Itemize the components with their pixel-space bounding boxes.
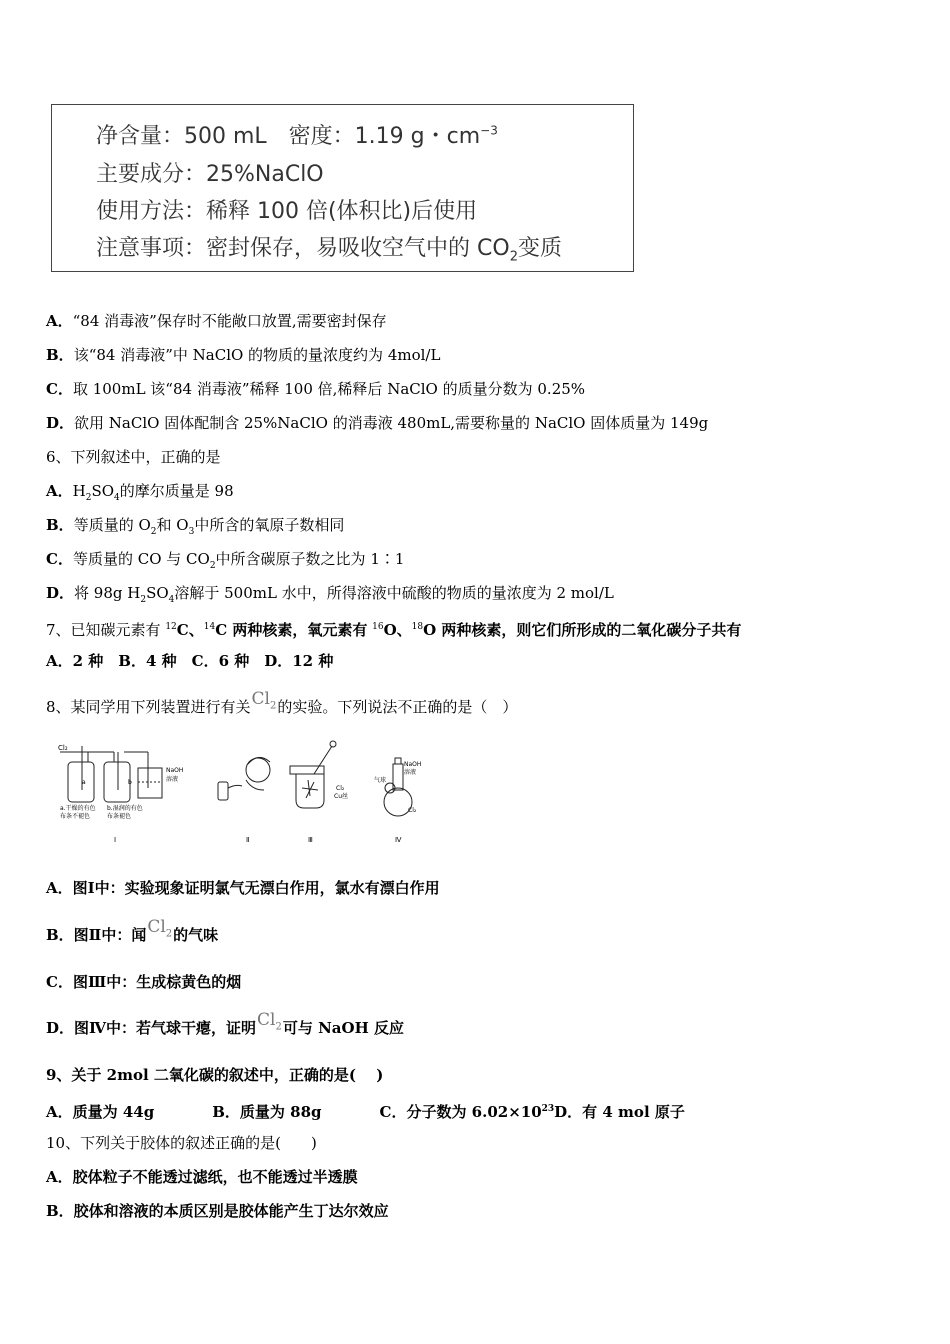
fig-cl2-flask: Cl₂ bbox=[408, 807, 417, 814]
q5-option-c: C．取 100mL 该“84 消毒液”稀释 100 倍,稀释后 NaClO 的质量分数为 0.25% bbox=[46, 380, 586, 398]
q9-option-b: B．质量为 88g bbox=[212, 1103, 322, 1121]
label-main-component: 主要成分：25%NaClO bbox=[96, 162, 324, 187]
fig-naoh-sol-2: 溶液 bbox=[404, 769, 417, 776]
fig-caption-b1: b.湿润的有色 bbox=[107, 805, 143, 812]
q5-option-d: D．欲用 NaClO 固体配制含 25%NaClO 的消毒液 480mL,需要称量的 NaClO 固体质量为 149g bbox=[46, 414, 709, 432]
fig-caption-a2: 布条不褪色 bbox=[60, 813, 91, 820]
fig-cl2-jar: Cl₂ bbox=[336, 785, 345, 792]
q6-option-c: C．等质量的 CO 与 $CO_2$中所含碳原子数之比为 1∶1 bbox=[46, 550, 405, 571]
product-label-box bbox=[51, 104, 634, 272]
q5-option-a: A．“84 消毒液”保存时不能敞口放置,需要密封保存 bbox=[46, 312, 387, 330]
q7-stem: 7、已知碳元素有 $^{12}$C、$^{14}$C 两种核素，氧元素有 $^{16}$O、$^{18}$O 两种核素，则它们所形成的二氧化碳分子共有 bbox=[46, 621, 742, 639]
label-net-content: 净含量：500 mL 密度：1.19 g・$cm^{-3}$ bbox=[96, 123, 498, 149]
apparatus-ii bbox=[218, 757, 270, 800]
fig-label-a: a bbox=[82, 779, 86, 786]
fig-balloon: 气球 bbox=[374, 777, 387, 784]
q9-option-c: C．分子数为 $6.02\times 10^{23}$ bbox=[379, 1103, 555, 1121]
fig-roman-ii: Ⅱ bbox=[246, 836, 250, 844]
q8-stem: 8、某同学用下列装置进行有关$Cl_2$的实验。下列说法不正确的是（ ） bbox=[46, 689, 518, 716]
q8-option-c: C．图Ⅲ中：生成棕黄色的烟 bbox=[46, 973, 242, 991]
q9-options bbox=[46, 1099, 685, 1122]
q5-option-b: B．该“84 消毒液”中 NaClO 的物质的量浓度约为 4mol/L bbox=[46, 346, 441, 364]
fig-roman-iv: Ⅳ bbox=[395, 836, 402, 844]
q6-option-a: A．$H_2SO_4$的摩尔质量是 98 bbox=[46, 482, 234, 503]
fig-cl2-inlet: Cl₂ bbox=[58, 744, 68, 752]
q6-stem: 6、下列叙述中，正确的是 bbox=[46, 448, 221, 466]
q6-option-d: D．将 98g $H_2SO_4$溶解于 500mL 水中，所得溶液中硫酸的物质的量浓度为 2 mol/L bbox=[46, 584, 614, 605]
q9-option-d: D．有 4 mol 原子 bbox=[554, 1103, 685, 1121]
fig-naoh: NaOH bbox=[166, 767, 184, 774]
apparatus-i bbox=[60, 746, 162, 802]
q8-option-d: D．图Ⅳ中：若气球干瘪，证明$Cl_2$可与 NaOH 反应 bbox=[46, 1010, 404, 1037]
fig-caption-a1: a.干燥的有色 bbox=[60, 805, 96, 812]
fig-label-b: b bbox=[128, 779, 132, 786]
fig-caption-b2: 布条褪色 bbox=[107, 813, 132, 820]
label-notes: 注意事项：密封保存，易吸收空气中的 $CO_2$变质 bbox=[96, 236, 562, 265]
q6-option-b: B．等质量的 $O_2$和 $O_3$中所含的氧原子数相同 bbox=[46, 516, 345, 537]
apparatus-figure bbox=[52, 740, 432, 850]
q8-option-b: B．图Ⅱ中：闻$Cl_2$的气味 bbox=[46, 917, 219, 944]
q8-option-a: A．图Ⅰ中：实验现象证明氯气无漂白作用，氯水有漂白作用 bbox=[46, 879, 440, 897]
fig-cu-wire: Cu丝 bbox=[334, 793, 348, 800]
q10-option-b: B．胶体和溶液的本质区别是胶体能产生丁达尔效应 bbox=[46, 1202, 389, 1220]
apparatus-iii bbox=[290, 741, 336, 808]
fig-solution: 溶液 bbox=[166, 776, 179, 783]
q10-stem: 10、下列关于胶体的叙述正确的是( ) bbox=[46, 1134, 317, 1152]
q9-option-a: A．质量为 44g bbox=[46, 1103, 155, 1121]
q9-stem: 9、关于 2mol 二氧化碳的叙述中，正确的是( ) bbox=[46, 1066, 384, 1084]
fig-naoh-sol: NaOH bbox=[404, 761, 422, 768]
q7-options: A．2 种 B．4 种 C．6 种 D．12 种 bbox=[46, 652, 334, 670]
fig-roman-iii: Ⅲ bbox=[308, 836, 313, 844]
q10-option-a: A．胶体粒子不能透过滤纸，也不能透过半透膜 bbox=[46, 1168, 358, 1186]
label-usage: 使用方法：稀释 100 倍(体积比)后使用 bbox=[96, 199, 478, 224]
fig-roman-i: Ⅰ bbox=[114, 836, 117, 844]
